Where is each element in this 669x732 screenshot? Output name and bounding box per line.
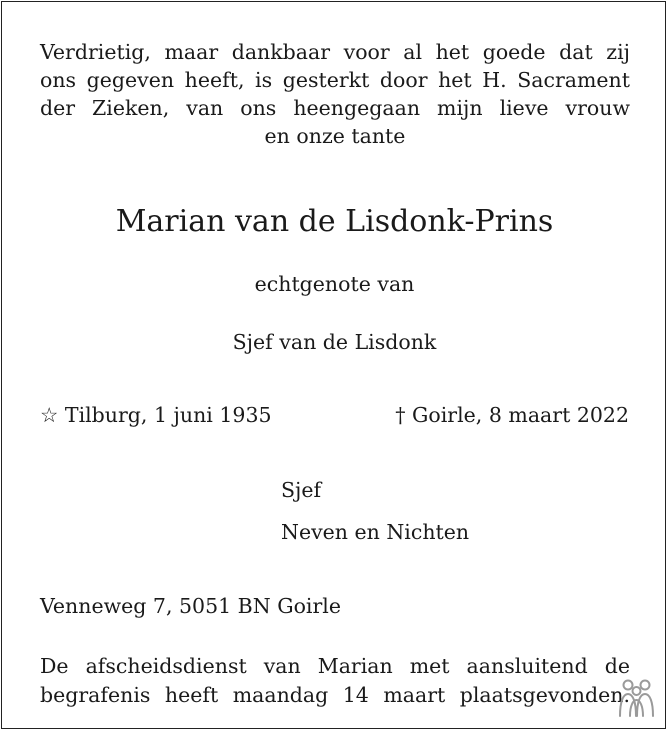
obituary-card bbox=[1, 1, 666, 729]
intro-line-4: en onze tante bbox=[264, 124, 406, 148]
spouse-name: Sjef van de Lisdonk bbox=[232, 330, 437, 354]
funeral-text bbox=[40, 652, 630, 710]
family-line-2: Neven en Nichten bbox=[281, 520, 470, 544]
family-line-1: Sjef bbox=[281, 478, 322, 502]
intro-line-1: Verdrietig, maar dankbaar voor al het goede dat zij bbox=[40, 40, 630, 64]
birth-info: ☆ Tilburg, 1 juni 1935 bbox=[40, 403, 272, 427]
death-info: † Goirle, 8 maart 2022 bbox=[395, 403, 629, 427]
intro-line-2: ons gegeven heeft, is gesterkt door het H. Sacrament bbox=[40, 68, 630, 92]
intro-text bbox=[40, 38, 630, 150]
funeral-line-1: De afscheidsdienst van Marian met aansluitend de bbox=[40, 654, 630, 678]
deceased-name: Marian van de Lisdonk-Prins bbox=[115, 204, 554, 239]
people-icon bbox=[612, 678, 660, 718]
spouse-label: echtgenote van bbox=[254, 272, 415, 296]
address: Venneweg 7, 5051 BN Goirle bbox=[40, 594, 341, 618]
intro-line-3: der Zieken, van ons heengegaan mijn lieve vrouw bbox=[40, 96, 630, 120]
funeral-line-2: begrafenis heeft maandag 14 maart plaatsgevonden. bbox=[40, 683, 630, 707]
